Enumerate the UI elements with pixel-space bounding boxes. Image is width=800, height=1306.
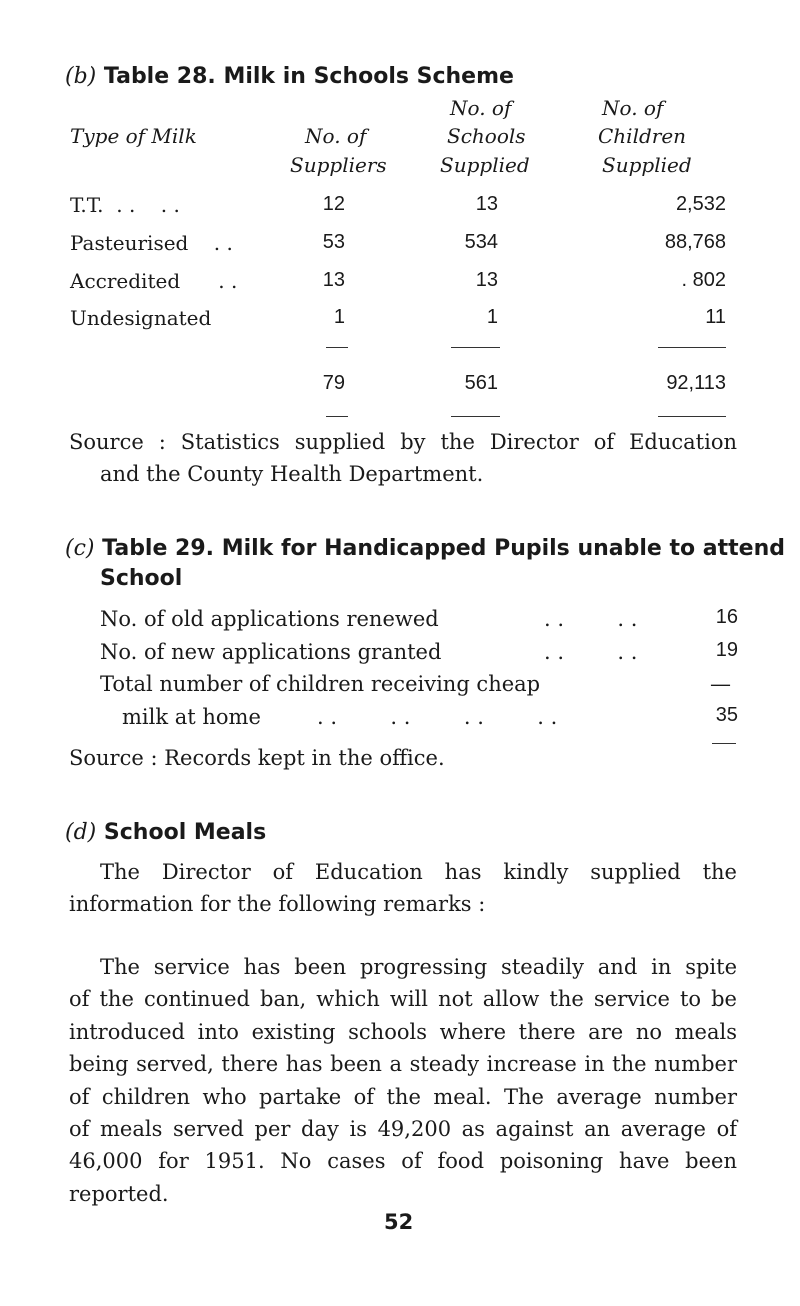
section-label-c: (c)	[65, 536, 95, 561]
table-29-title: Table 29. Milk for Handicapped Pupils unable to attend	[102, 536, 785, 561]
paragraph-line: introduced into existing schools where there are no meals	[69, 1019, 737, 1044]
total-label-cont: milk at home	[122, 705, 261, 729]
paragraph-line: of children who partake of the meal. The average number	[69, 1084, 737, 1109]
col-header-schools-l1: No. of	[450, 96, 512, 120]
table-29-source: Source : Records kept in the office.	[69, 746, 445, 770]
col-header-children-l3: Supplied	[602, 153, 692, 177]
paragraph-line: reported.	[69, 1181, 169, 1206]
total-children: 92,113	[666, 372, 726, 394]
row-schools: 13	[475, 193, 498, 215]
total-rule-bottom-suppliers	[326, 416, 348, 417]
row-label: No. of new applications granted	[100, 640, 442, 664]
row-schools: 13	[475, 269, 498, 291]
paragraph-line: of meals served per day is 49,200 as against an average of	[69, 1117, 737, 1142]
col-header-suppliers-l2: Suppliers	[290, 153, 387, 177]
row-suppliers: 13	[322, 269, 345, 291]
row-schools: 1	[486, 306, 498, 328]
row-schools: 534	[464, 231, 498, 253]
row-label: No. of old applications renewed	[100, 607, 439, 631]
row-value: 19	[715, 639, 738, 661]
total-rule-children	[658, 347, 726, 348]
table-28-heading	[65, 64, 514, 89]
row-suppliers: 1	[333, 306, 345, 328]
paragraph-line: The service has been progressing steadily and in spite	[100, 955, 737, 979]
row-type: Accredited . .	[70, 269, 238, 293]
row-children: 11	[705, 306, 726, 328]
row-type: Pasteurised . .	[70, 231, 233, 255]
col-header-children-l1: No. of	[602, 96, 664, 120]
paragraph-line: information for the following remarks :	[69, 892, 486, 917]
paragraph-line: 46,000 for 1951. No cases of food poisoning have been	[69, 1149, 737, 1174]
table-29-heading	[65, 536, 785, 561]
col-header-suppliers-l1: No. of	[305, 124, 367, 148]
col-header-schools-l3: Supplied	[440, 153, 530, 177]
total-suppliers: 79	[322, 372, 345, 394]
row-suppliers: 53	[322, 231, 345, 253]
section-label-d: (d)	[65, 820, 97, 845]
leader-dots: . . . . . . . .	[317, 705, 558, 729]
col-header-schools-l2: Schools	[447, 124, 526, 148]
row-type: Undesignated	[70, 306, 212, 330]
total-rule	[712, 743, 736, 744]
total-value: 35	[715, 704, 738, 726]
total-schools: 561	[464, 372, 498, 394]
row-children: . 802	[681, 269, 726, 291]
paragraph-line: being served, there has been a steady increase in the number	[69, 1052, 737, 1077]
row-value: 16	[715, 606, 738, 628]
total-rule-suppliers	[326, 347, 348, 348]
table-29-title-cont: School	[100, 566, 183, 591]
meals-heading	[65, 820, 266, 845]
col-header-children-l2: Children	[598, 124, 687, 148]
leader-dots: . . . .	[544, 607, 638, 631]
table-28-source	[69, 426, 737, 458]
total-rule-bottom-children	[658, 416, 726, 417]
paragraph-line: of the continued ban, which will not allow the service to be	[69, 987, 737, 1012]
total-label: Total number of children receiving cheap	[100, 672, 541, 696]
col-header-type: Type of Milk	[70, 124, 197, 148]
row-children: 2,532	[675, 193, 726, 215]
total-rule-schools	[451, 347, 500, 348]
total-dash: —	[710, 672, 731, 696]
table-28-source-cont: and the County Health Department.	[100, 462, 484, 486]
total-rule-bottom-schools	[451, 416, 500, 417]
row-type: T.T. . . . .	[70, 193, 180, 217]
table-28-title: Table 28. Milk in Schools Scheme	[103, 64, 514, 89]
leader-dots: . . . .	[544, 640, 638, 664]
row-suppliers: 12	[322, 193, 345, 215]
row-children: 88,768	[664, 231, 726, 253]
meals-paragraph-1	[69, 856, 737, 921]
meals-title: School Meals	[103, 820, 267, 845]
section-label-b: (b)	[65, 64, 97, 89]
source-line: Source : Statistics supplied by the Director of Education	[69, 430, 737, 454]
meals-paragraph-2	[69, 951, 737, 1210]
paragraph-line: The Director of Education has kindly supplied the	[100, 860, 737, 884]
page-number: 52	[384, 1210, 414, 1234]
